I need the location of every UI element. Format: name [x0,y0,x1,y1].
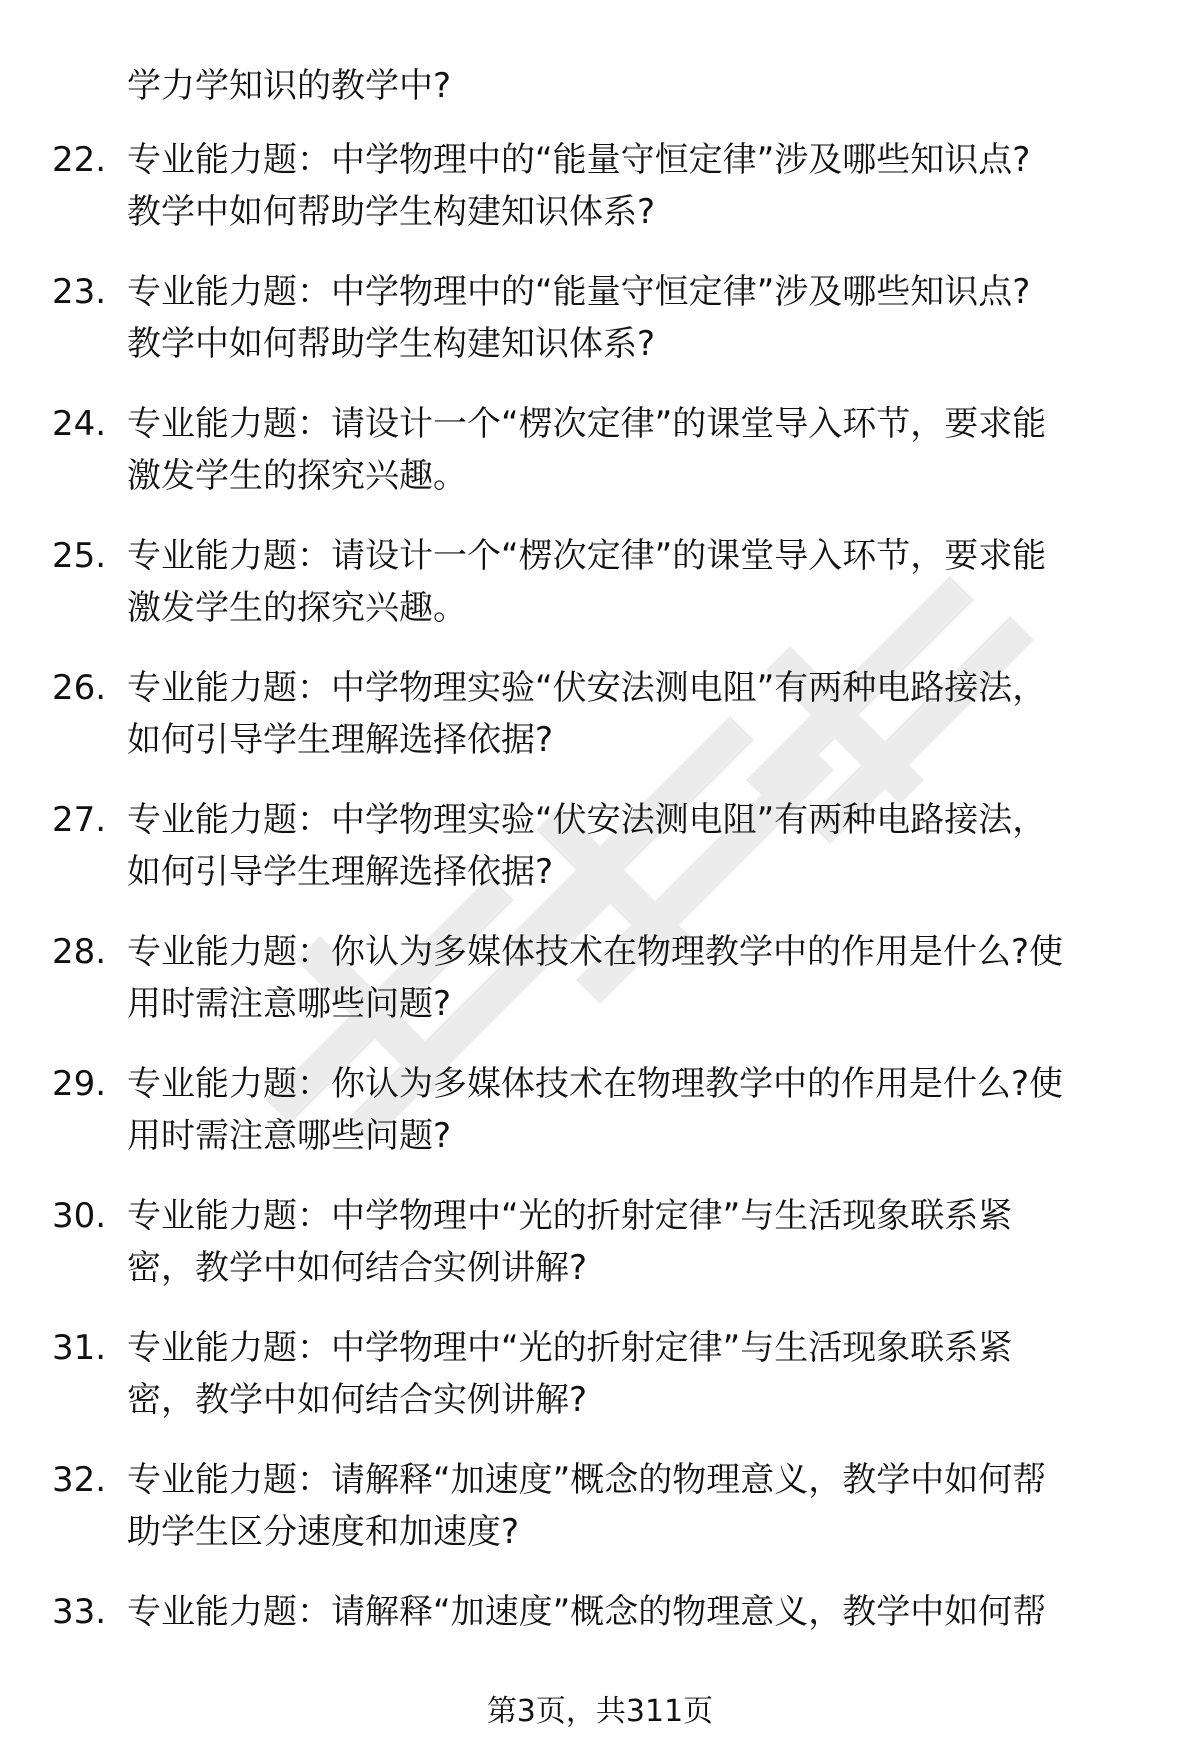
question-number: 31. [52,1328,107,1368]
question-number: 28. [52,932,107,972]
question-number: 33. [52,1592,107,1632]
question-text [127,1322,1147,1426]
question-line: 用时需注意哪些问题? [127,984,452,1024]
question-text [127,926,1147,1030]
question-text [127,662,1147,766]
question-line: 专业能力题：中学物理中“光的折射定律”与生活现象联系紧 [127,1328,1013,1368]
question-line: 激发学生的探究兴趣。 [127,456,467,496]
question-text [127,1058,1147,1162]
question-text [127,266,1147,370]
question-line: 专业能力题：请解释“加速度”概念的物理意义，教学中如何帮 [127,1592,1047,1632]
question-line: 专业能力题：请解释“加速度”概念的物理意义，教学中如何帮 [127,1460,1047,1500]
question-line: 如何引导学生理解选择依据? [127,852,554,892]
question-text [127,398,1147,502]
question-item [0,1322,1200,1454]
question-line: 专业能力题：中学物理中的“能量守恒定律”涉及哪些知识点? [127,140,1031,180]
question-line: 密，教学中如何结合实例讲解? [127,1248,588,1288]
question-item [0,1454,1200,1586]
question-text [127,530,1147,634]
question-item [0,530,1200,662]
question-number: 24. [52,404,107,444]
question-line: 专业能力题：你认为多媒体技术在物理教学中的作用是什么?使 [127,932,1064,972]
question-line: 助学生区分速度和加速度? [127,1512,520,1552]
question-list [0,134,1200,1718]
question-number: 27. [52,800,107,840]
question-number: 25. [52,536,107,576]
question-number: 32. [52,1460,107,1500]
question-item [0,1058,1200,1190]
question-line: 专业能力题：中学物理中“光的折射定律”与生活现象联系紧 [127,1196,1013,1236]
question-item [0,1190,1200,1322]
question-line: 专业能力题：中学物理中的“能量守恒定律”涉及哪些知识点? [127,272,1031,312]
question-line: 激发学生的探究兴趣。 [127,588,467,628]
question-number: 29. [52,1064,107,1104]
question-line: 专业能力题：请设计一个“楞次定律”的课堂导入环节，要求能 [127,536,1047,576]
question-line: 用时需注意哪些问题? [127,1116,452,1156]
question-line: 专业能力题：中学物理实验“伏安法测电阻”有两种电路接法， [127,800,1047,840]
question-number: 30. [52,1196,107,1236]
question-number: 22. [52,140,107,180]
question-line: 如何引导学生理解选择依据? [127,720,554,760]
question-item [0,926,1200,1058]
question-item [0,662,1200,794]
question-text [127,134,1147,238]
question-item [0,266,1200,398]
question-line: 专业能力题：请设计一个“楞次定律”的课堂导入环节，要求能 [127,404,1047,444]
question-number: 23. [52,272,107,312]
question-number: 26. [52,668,107,708]
question-text [127,1586,1147,1638]
question-text [127,1454,1147,1558]
question-line: 专业能力题：中学物理实验“伏安法测电阻”有两种电路接法， [127,668,1047,708]
question-line: 教学中如何帮助学生构建知识体系? [127,192,656,232]
question-text [127,794,1147,898]
page-footer: 第3页，共311页 [486,1694,714,1729]
question-item [0,794,1200,926]
question-item [0,398,1200,530]
question-line: 专业能力题：你认为多媒体技术在物理教学中的作用是什么?使 [127,1064,1064,1104]
question-line: 密，教学中如何结合实例讲解? [127,1380,588,1420]
question-line: 教学中如何帮助学生构建知识体系? [127,324,656,364]
continuation-line: 学力学知识的教学中? [127,66,452,106]
question-text [127,1190,1147,1294]
question-item [0,134,1200,266]
